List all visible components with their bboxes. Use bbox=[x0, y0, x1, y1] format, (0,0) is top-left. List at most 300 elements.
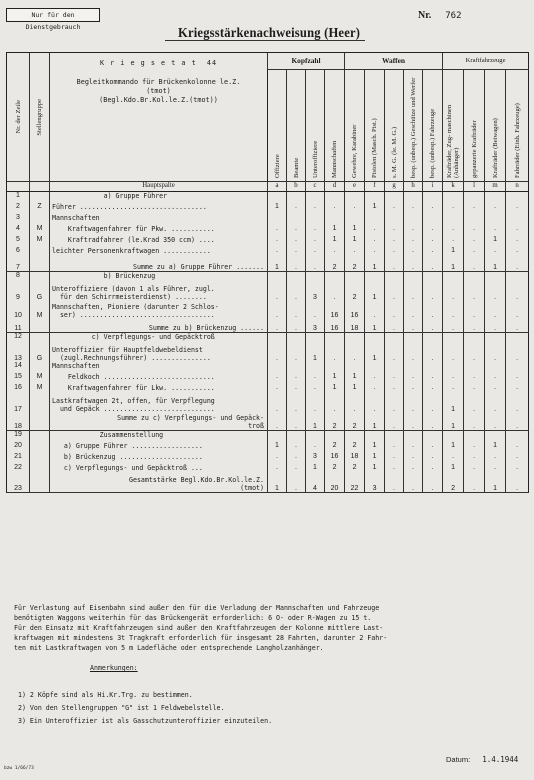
cell-l: . bbox=[464, 225, 485, 236]
cell-g bbox=[385, 362, 404, 373]
cell-a: . bbox=[268, 413, 287, 431]
cell-i bbox=[423, 333, 443, 344]
cell-k: 1 bbox=[443, 247, 464, 258]
cell-l bbox=[464, 333, 485, 344]
row-number: 1 bbox=[7, 192, 30, 203]
cell-g: . bbox=[385, 319, 404, 333]
cell-m: 1 bbox=[485, 258, 506, 272]
cell-g: . bbox=[385, 453, 404, 464]
hauptspalte-label: Hauptspalte bbox=[50, 182, 268, 192]
row-description: Lastkraftwagen 2t, offen, für Verpflegung und Gepäck ............................ bbox=[50, 395, 268, 413]
cell-c: . bbox=[306, 384, 325, 395]
cell-h bbox=[404, 214, 423, 225]
row-description: Gesamtstärke Begl.Kdo.Br.Kol.le.Z. (tmot) bbox=[50, 475, 268, 493]
row-description: Kraftwagenfahrer für Lkw. ........... bbox=[50, 384, 268, 395]
row-number: 10 bbox=[7, 301, 30, 319]
cell-a bbox=[268, 431, 287, 442]
cell-m: 1 bbox=[485, 442, 506, 453]
cell-f bbox=[365, 192, 385, 203]
row-stellengruppe: M bbox=[30, 236, 50, 247]
cell-d bbox=[325, 431, 345, 442]
cell-f: 1 bbox=[365, 464, 385, 475]
cell-i: . bbox=[423, 395, 443, 413]
col-header-b: Beamte bbox=[287, 70, 306, 182]
col-letter-m: m bbox=[485, 182, 506, 192]
col-letter-i: i bbox=[423, 182, 443, 192]
row-number: 5 bbox=[7, 236, 30, 247]
table-row bbox=[7, 225, 529, 236]
cell-a bbox=[268, 192, 287, 203]
row-stellengruppe bbox=[30, 431, 50, 442]
cell-g bbox=[385, 431, 404, 442]
cell-d: 1 bbox=[325, 225, 345, 236]
cell-c bbox=[306, 333, 325, 344]
unit-description: Begleitkommando für Brückenkolonne le.Z. (tmot) (Begl.Kdo.Br.Kol.le.Z.(tmot)) bbox=[76, 78, 241, 104]
row-description: b) Brückenzug bbox=[50, 272, 268, 283]
cell-l: . bbox=[464, 203, 485, 214]
col-header-k: Krafträder, Zug- maschinen (Anhänger) bbox=[443, 70, 464, 182]
cell-d: . bbox=[325, 203, 345, 214]
cell-h: . bbox=[404, 258, 423, 272]
cell-i: . bbox=[423, 453, 443, 464]
cell-m: 1 bbox=[485, 475, 506, 493]
cell-e bbox=[345, 362, 365, 373]
cell-e: . bbox=[345, 247, 365, 258]
row-number: 15 bbox=[7, 373, 30, 384]
cell-k: 2 bbox=[443, 475, 464, 493]
cell-a: . bbox=[268, 225, 287, 236]
cell-c: 3 bbox=[306, 283, 325, 301]
cell-m: . bbox=[485, 373, 506, 384]
col-letter-g: g bbox=[385, 182, 404, 192]
cell-n bbox=[506, 362, 529, 373]
cell-i bbox=[423, 272, 443, 283]
date-label: Datum: bbox=[446, 755, 471, 764]
cell-e: 1 bbox=[345, 384, 365, 395]
cell-f: 1 bbox=[365, 442, 385, 453]
row-stellengruppe: M bbox=[30, 225, 50, 236]
cell-h: . bbox=[404, 344, 423, 362]
cell-m bbox=[485, 333, 506, 344]
cell-a bbox=[268, 272, 287, 283]
row-stellengruppe bbox=[30, 475, 50, 493]
row-description: Führer ................................ bbox=[50, 203, 268, 214]
date bbox=[446, 755, 518, 764]
cell-f bbox=[365, 362, 385, 373]
row-description: leichter Personenkraftwagen ............ bbox=[50, 247, 268, 258]
cell-c: . bbox=[306, 301, 325, 319]
cell-b: . bbox=[287, 453, 306, 464]
cell-d: 2 bbox=[325, 464, 345, 475]
cell-b: . bbox=[287, 384, 306, 395]
cell-n: . bbox=[506, 395, 529, 413]
cell-h bbox=[404, 333, 423, 344]
cell-n: . bbox=[506, 384, 529, 395]
cell-k bbox=[443, 333, 464, 344]
cell-g: . bbox=[385, 301, 404, 319]
row-stellengruppe: G bbox=[30, 344, 50, 362]
cell-f: . bbox=[365, 373, 385, 384]
cell-e: 16 bbox=[345, 301, 365, 319]
cell-k bbox=[443, 214, 464, 225]
cell-b: . bbox=[287, 464, 306, 475]
cell-d: . bbox=[325, 395, 345, 413]
cell-d: 16 bbox=[325, 319, 345, 333]
row-stellengruppe: M bbox=[30, 373, 50, 384]
cell-k bbox=[443, 192, 464, 203]
cell-n: . bbox=[506, 236, 529, 247]
row-stellengruppe bbox=[30, 362, 50, 373]
cell-g: . bbox=[385, 344, 404, 362]
cell-g: . bbox=[385, 283, 404, 301]
cell-n bbox=[506, 192, 529, 203]
cell-b bbox=[287, 272, 306, 283]
row-description: Unteroffizier für Hauptfeldwebeldienst (zugl.Rechnungsführer) ............... bbox=[50, 344, 268, 362]
row-number: 2 bbox=[7, 203, 30, 214]
cell-f: 1 bbox=[365, 413, 385, 431]
cell-k: . bbox=[443, 453, 464, 464]
cell-f bbox=[365, 333, 385, 344]
col-letter-d: d bbox=[325, 182, 345, 192]
cell-i bbox=[423, 431, 443, 442]
cell-h: . bbox=[404, 413, 423, 431]
cell-i: . bbox=[423, 319, 443, 333]
cell-n: . bbox=[506, 225, 529, 236]
cell-l: . bbox=[464, 384, 485, 395]
cell-f: 1 bbox=[365, 319, 385, 333]
cell-n: . bbox=[506, 464, 529, 475]
col-header-c: Unteroffiziere bbox=[306, 70, 325, 182]
cell-e: . bbox=[345, 203, 365, 214]
cell-l bbox=[464, 272, 485, 283]
row-stellengruppe: M bbox=[30, 301, 50, 319]
cell-l: . bbox=[464, 475, 485, 493]
cell-g bbox=[385, 272, 404, 283]
cell-n bbox=[506, 431, 529, 442]
cell-i: . bbox=[423, 413, 443, 431]
cell-d: . bbox=[325, 344, 345, 362]
cell-m bbox=[485, 272, 506, 283]
row-number: 13 bbox=[7, 344, 30, 362]
cell-b bbox=[287, 431, 306, 442]
cell-c bbox=[306, 272, 325, 283]
cell-l: . bbox=[464, 236, 485, 247]
col-letter-a: a bbox=[268, 182, 287, 192]
row-description: Kraftradfahrer (le.Krad 350 ccm) .... bbox=[50, 236, 268, 247]
col-header-l: gepanzerte Krafträder bbox=[464, 70, 485, 182]
row-description: Summe zu c) Verpflegungs- und Gepäck- troß bbox=[50, 413, 268, 431]
cell-k: 1 bbox=[443, 395, 464, 413]
cell-h: . bbox=[404, 373, 423, 384]
cell-d: 16 bbox=[325, 453, 345, 464]
group-kopfzahl: Kopfzahl bbox=[268, 53, 345, 70]
cell-k: 1 bbox=[443, 464, 464, 475]
cell-g bbox=[385, 192, 404, 203]
cell-l: . bbox=[464, 442, 485, 453]
cell-i: . bbox=[423, 301, 443, 319]
cell-m: . bbox=[485, 301, 506, 319]
cell-m: . bbox=[485, 203, 506, 214]
col-header-stellengruppe: Stellengruppe bbox=[30, 53, 50, 182]
cell-k: . bbox=[443, 283, 464, 301]
cell-f: . bbox=[365, 301, 385, 319]
row-number: 9 bbox=[7, 283, 30, 301]
cell-f: 1 bbox=[365, 344, 385, 362]
cell-b: . bbox=[287, 258, 306, 272]
cell-a: . bbox=[268, 247, 287, 258]
cell-b bbox=[287, 192, 306, 203]
table-row bbox=[7, 214, 529, 225]
col-letter-e: e bbox=[345, 182, 365, 192]
cell-h: . bbox=[404, 236, 423, 247]
cell-d bbox=[325, 362, 345, 373]
etat-label: K r i e g s e t a t 44 bbox=[99, 59, 218, 67]
cell-d bbox=[325, 192, 345, 203]
cell-b bbox=[287, 214, 306, 225]
restricted-stamp: Nur für den Dienstgebrauch bbox=[6, 8, 100, 22]
cell-m: . bbox=[485, 453, 506, 464]
table-row bbox=[7, 453, 529, 464]
cell-c: 1 bbox=[306, 344, 325, 362]
col-header-m: Krafträder (Beiwagen) bbox=[485, 70, 506, 182]
cell-d: 1 bbox=[325, 236, 345, 247]
cell-b: . bbox=[287, 442, 306, 453]
cell-h: . bbox=[404, 301, 423, 319]
cell-a: 1 bbox=[268, 258, 287, 272]
col-header-f: Pistolen (Masch. Pist.) bbox=[365, 70, 385, 182]
cell-e: 2 bbox=[345, 258, 365, 272]
cell-l bbox=[464, 214, 485, 225]
cell-i bbox=[423, 214, 443, 225]
row-stellengruppe bbox=[30, 413, 50, 431]
cell-a: . bbox=[268, 384, 287, 395]
cell-b: . bbox=[287, 344, 306, 362]
row-description: Zusammenstellung bbox=[50, 431, 268, 442]
cell-d: 1 bbox=[325, 384, 345, 395]
cell-a: . bbox=[268, 283, 287, 301]
col-letter-b: b bbox=[287, 182, 306, 192]
col-letter-c: c bbox=[306, 182, 325, 192]
cell-n: . bbox=[506, 203, 529, 214]
cell-c: . bbox=[306, 395, 325, 413]
cell-a: 1 bbox=[268, 442, 287, 453]
cell-i: . bbox=[423, 384, 443, 395]
row-description: Summe zu b) Brückenzug ...... bbox=[50, 319, 268, 333]
row-stellengruppe: M bbox=[30, 384, 50, 395]
cell-i: . bbox=[423, 464, 443, 475]
transport-notes: Für Verlastung auf Eisenbahn sind außer den für die Verladung der Mannschaften und Fahrzeuge benötigten Waggons weiterhin für das Brückengerät erforderlich: 6 O- oder R-Wagen zu 15 t. Für den Einsatz mit Kraftfahrzeugen sind außer den Kraftfahrzeugen der Kolonne mittlere Last- kraftwagen mit mindestens 3t Tragkraft erforderlich für insgesamt 28 Fahrten, darunter 2 Fahr- ten mit Lastkraftwagen von 5 m Ladefläche oder entsprechende Langholzanhänger. bbox=[14, 604, 388, 652]
cell-h: . bbox=[404, 475, 423, 493]
cell-e bbox=[345, 333, 365, 344]
cell-i: . bbox=[423, 236, 443, 247]
row-stellengruppe bbox=[30, 319, 50, 333]
cell-k: . bbox=[443, 203, 464, 214]
cell-g: . bbox=[385, 203, 404, 214]
cell-e: . bbox=[345, 344, 365, 362]
row-description: c) Verpflegungs- und Gepäcktroß ... bbox=[50, 464, 268, 475]
cell-f: 1 bbox=[365, 453, 385, 464]
date-value: 1.4.1944 bbox=[482, 755, 519, 764]
cell-b bbox=[287, 362, 306, 373]
row-stellengruppe bbox=[30, 464, 50, 475]
page-title: Kriegsstärkenachweisung (Heer) bbox=[178, 26, 361, 41]
table-row bbox=[7, 431, 529, 442]
cell-m bbox=[485, 214, 506, 225]
cell-g: . bbox=[385, 464, 404, 475]
cell-g bbox=[385, 214, 404, 225]
cell-d: 2 bbox=[325, 258, 345, 272]
anmerkungen-list bbox=[18, 676, 272, 728]
cell-b: . bbox=[287, 475, 306, 493]
cell-k: 1 bbox=[443, 258, 464, 272]
cell-c: . bbox=[306, 225, 325, 236]
col-header-h: besp. (unbesp.) Geschütze und Werfer bbox=[404, 70, 423, 182]
row-stellengruppe bbox=[30, 258, 50, 272]
table-row bbox=[7, 464, 529, 475]
title-rule bbox=[165, 40, 365, 41]
table-row bbox=[7, 413, 529, 431]
cell-n: . bbox=[506, 453, 529, 464]
cell-n: . bbox=[506, 475, 529, 493]
cell-n bbox=[506, 333, 529, 344]
table-row bbox=[7, 362, 529, 373]
cell-c bbox=[306, 214, 325, 225]
table-row bbox=[7, 192, 529, 203]
cell-b: . bbox=[287, 413, 306, 431]
cell-a: 1 bbox=[268, 475, 287, 493]
table-row bbox=[7, 272, 529, 283]
table-row bbox=[7, 442, 529, 453]
cell-n: . bbox=[506, 344, 529, 362]
cell-d bbox=[325, 272, 345, 283]
cell-f: . bbox=[365, 236, 385, 247]
cell-d: 1 bbox=[325, 373, 345, 384]
row-stellengruppe bbox=[30, 395, 50, 413]
cell-e: . bbox=[345, 395, 365, 413]
cell-a: . bbox=[268, 373, 287, 384]
row-description: Feldkoch ............................ bbox=[50, 373, 268, 384]
row-number: 21 bbox=[7, 453, 30, 464]
cell-i: . bbox=[423, 283, 443, 301]
col-header-nr: Nr. der Zeile bbox=[7, 53, 30, 182]
cell-c: . bbox=[306, 203, 325, 214]
document-number-value: 762 bbox=[445, 11, 462, 21]
cell-e bbox=[345, 214, 365, 225]
cell-e: 22 bbox=[345, 475, 365, 493]
cell-h bbox=[404, 272, 423, 283]
cell-i: . bbox=[423, 203, 443, 214]
cell-e: 2 bbox=[345, 442, 365, 453]
cell-f: 1 bbox=[365, 258, 385, 272]
cell-m: . bbox=[485, 225, 506, 236]
cell-c: . bbox=[306, 236, 325, 247]
row-description: Mannschaften bbox=[50, 362, 268, 373]
cell-l: . bbox=[464, 319, 485, 333]
cell-m: . bbox=[485, 283, 506, 301]
col-header-g: s. M. G. (le. M. G.) bbox=[385, 70, 404, 182]
table-row bbox=[7, 333, 529, 344]
cell-a bbox=[268, 362, 287, 373]
cell-f: . bbox=[365, 384, 385, 395]
row-stellengruppe: Z bbox=[30, 203, 50, 214]
cell-g: . bbox=[385, 236, 404, 247]
cell-a: . bbox=[268, 344, 287, 362]
col-letter-k: k bbox=[443, 182, 464, 192]
document-number bbox=[418, 10, 462, 21]
row-number: 20 bbox=[7, 442, 30, 453]
cell-l: . bbox=[464, 413, 485, 431]
cell-m bbox=[485, 192, 506, 203]
cell-m: 1 bbox=[485, 236, 506, 247]
table-row bbox=[7, 236, 529, 247]
cell-g: . bbox=[385, 384, 404, 395]
cell-b: . bbox=[287, 395, 306, 413]
row-description: Mannschaften bbox=[50, 214, 268, 225]
cell-b: . bbox=[287, 283, 306, 301]
cell-b: . bbox=[287, 203, 306, 214]
row-description: b) Brückenzug ..................... bbox=[50, 453, 268, 464]
cell-d: 2 bbox=[325, 413, 345, 431]
table-row bbox=[7, 247, 529, 258]
row-number: 23 bbox=[7, 475, 30, 493]
cell-h: . bbox=[404, 442, 423, 453]
cell-a bbox=[268, 214, 287, 225]
cell-d: 16 bbox=[325, 301, 345, 319]
cell-a: . bbox=[268, 319, 287, 333]
cell-h: . bbox=[404, 203, 423, 214]
row-number: 16 bbox=[7, 384, 30, 395]
row-description: a) Gruppe Führer bbox=[50, 192, 268, 203]
cell-a: 1 bbox=[268, 203, 287, 214]
cell-l: . bbox=[464, 301, 485, 319]
cell-a: . bbox=[268, 453, 287, 464]
cell-b: . bbox=[287, 373, 306, 384]
cell-h: . bbox=[404, 225, 423, 236]
row-stellengruppe bbox=[30, 214, 50, 225]
cell-l bbox=[464, 192, 485, 203]
table-row bbox=[7, 258, 529, 272]
table-row bbox=[7, 373, 529, 384]
row-number: 12 bbox=[7, 333, 30, 344]
cell-a: . bbox=[268, 236, 287, 247]
cell-d: . bbox=[325, 247, 345, 258]
col-header-d: Mannschaften bbox=[325, 70, 345, 182]
cell-e: 1 bbox=[345, 373, 365, 384]
cell-n bbox=[506, 214, 529, 225]
cell-k: . bbox=[443, 344, 464, 362]
cell-n: . bbox=[506, 247, 529, 258]
cell-k bbox=[443, 431, 464, 442]
cell-f bbox=[365, 272, 385, 283]
cell-b: . bbox=[287, 301, 306, 319]
cell-g: . bbox=[385, 373, 404, 384]
cell-e: 18 bbox=[345, 453, 365, 464]
cell-m: . bbox=[485, 384, 506, 395]
cell-a bbox=[268, 333, 287, 344]
cell-d bbox=[325, 333, 345, 344]
table-row bbox=[7, 384, 529, 395]
cell-c: . bbox=[306, 258, 325, 272]
cell-b: . bbox=[287, 247, 306, 258]
cell-k bbox=[443, 272, 464, 283]
document-number-label: Nr. bbox=[418, 10, 432, 21]
cell-f: . bbox=[365, 225, 385, 236]
cell-g: . bbox=[385, 395, 404, 413]
cell-d: 2 bbox=[325, 442, 345, 453]
anmerkung-item: 3) Ein Unteroffizier ist als Gasschutzunteroffizier einzuteilen. bbox=[18, 717, 273, 725]
cell-e bbox=[345, 272, 365, 283]
cell-k: . bbox=[443, 225, 464, 236]
